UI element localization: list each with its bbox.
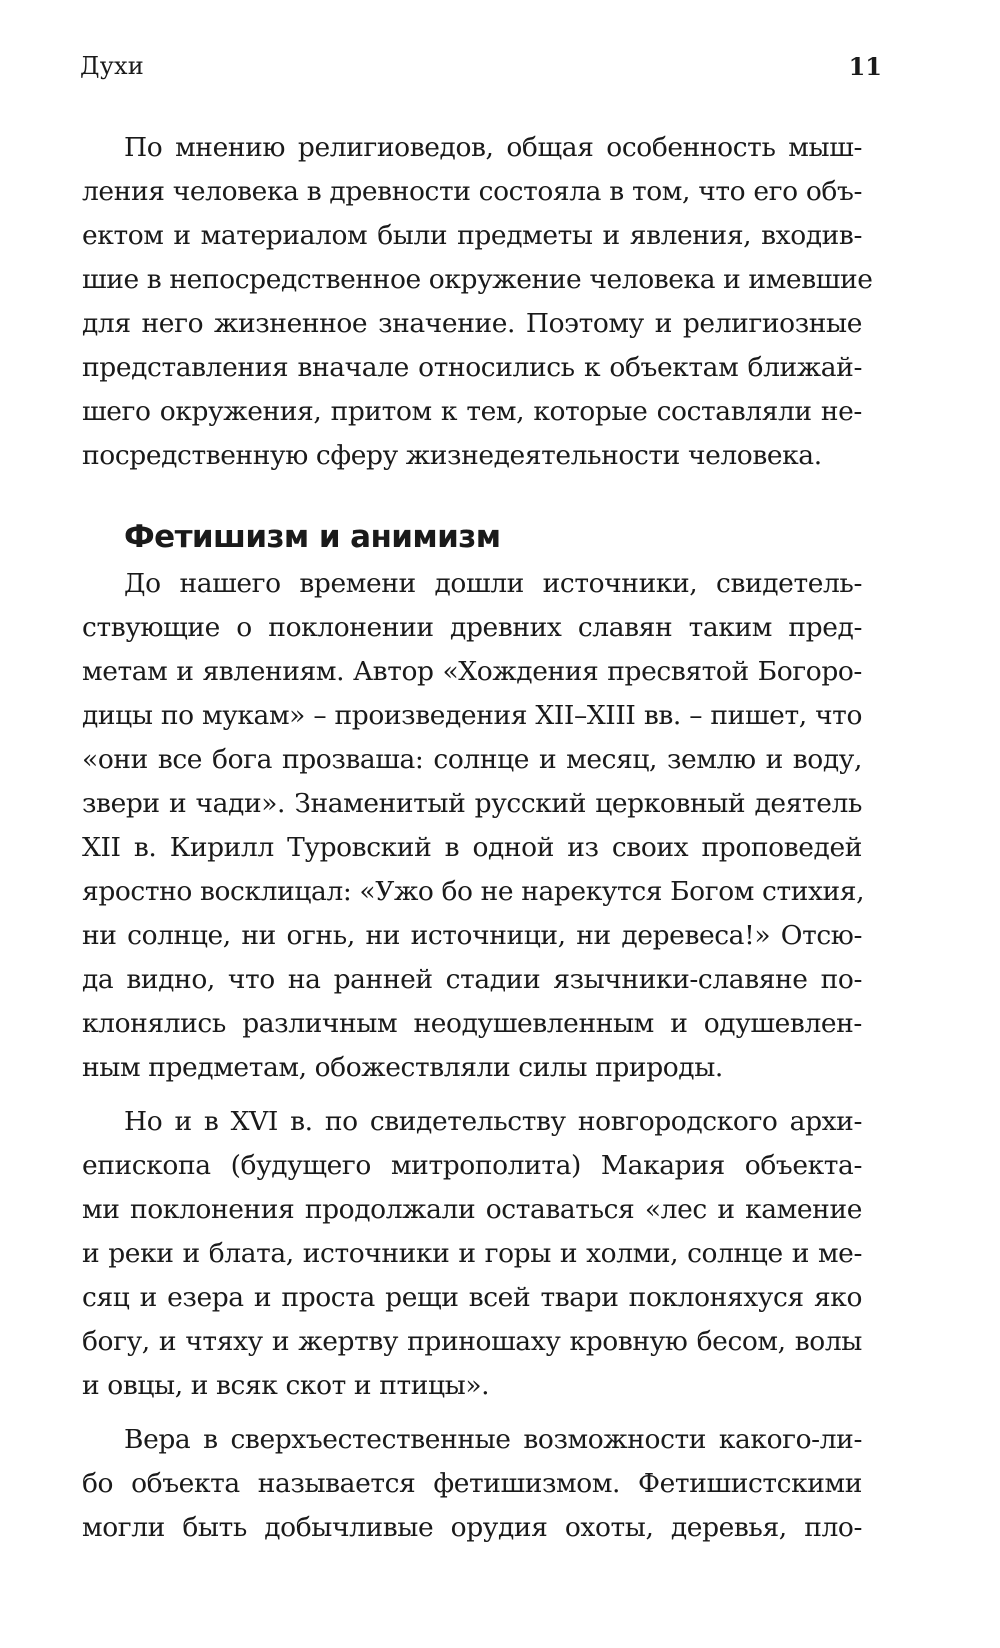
text-line: По мнению религиоведов, общая особенность мыш-	[124, 132, 862, 163]
text-line: клонялись различным неодушевленным и одушевлен-	[82, 1008, 862, 1039]
text-line: бо объекта называется фетишизмом. Фетишистскими	[82, 1468, 862, 1499]
text-line: и реки и блата, источники и горы и холми, солнце и ме-	[82, 1238, 862, 1269]
paragraph-spacer	[82, 1408, 862, 1418]
text-line: звери и чади». Знаменитый русский церковный деятель	[82, 788, 862, 819]
text-line: ектом и материалом были предметы и явления, входив-	[82, 220, 862, 251]
paragraph-spacer	[82, 1090, 862, 1100]
text-line: До нашего времени дошли источники, свидетель-	[124, 568, 862, 599]
text-line: ления человека в древности состояла в том, что его объ-	[82, 176, 862, 207]
text-line: сяц и езера и проста рещи всей твари поклоняхуся яко	[82, 1282, 862, 1313]
section-paragraph-2	[82, 1100, 862, 1408]
text-line: «они все бога прозваша: солнце и месяц, землю и воду,	[82, 744, 862, 775]
text-line: шего окружения, притом к тем, которые составляли не-	[82, 396, 862, 427]
text-line: представления вначале относились к объектам ближай-	[82, 352, 862, 383]
text-line: ствующие о поклонении древних славян таким пред-	[82, 612, 862, 643]
text-line: XII в. Кирилл Туровский в одной из своих проповедей	[82, 832, 862, 863]
section-paragraph-3	[82, 1418, 862, 1550]
page-number: 11	[848, 52, 882, 81]
intro-paragraph	[82, 126, 873, 478]
section-paragraph-1	[82, 562, 865, 1090]
text-line: посредственную сферу жизнедеятельности человека.	[82, 440, 822, 471]
text-line: ни солнце, ни огнь, ни источници, ни деревеса!» Отсю-	[82, 920, 862, 951]
text-line: ным предметам, обожествляли силы природы.	[82, 1052, 723, 1083]
text-line: богу, и чтяху и жертву приношаху кровную бесом, волы	[82, 1326, 862, 1357]
text-line: и овцы, и всяк скот и птицы».	[82, 1370, 490, 1401]
section-heading: Фетишизм и анимизм	[124, 519, 501, 555]
text-line: шие в непосредственное окружение человека и имевшие	[82, 264, 873, 295]
text-line: ми поклонения продолжали оставаться «лес и камение	[82, 1194, 862, 1225]
body-text	[82, 126, 873, 1550]
text-line: для него жизненное значение. Поэтому и религиозные	[82, 308, 862, 339]
text-line: яростно восклицал: «Ужо бо не нарекутся Богом стихия,	[82, 876, 865, 907]
text-line: да видно, что на ранней стадии язычники-славяне по-	[82, 964, 862, 995]
text-line: епископа (будущего митрополита) Макария объекта-	[82, 1150, 862, 1181]
text-line: метам и явлениям. Автор «Хождения пресвятой Богоро-	[82, 656, 862, 687]
text-line: Вера в сверхъестественные возможности какого-ли-	[124, 1424, 862, 1455]
text-line: Но и в XVI в. по свидетельству новгородского архи-	[124, 1106, 862, 1137]
text-line: могли быть добычливые орудия охоты, деревья, пло-	[82, 1512, 862, 1543]
running-head: Духи	[80, 52, 144, 80]
text-line: дицы по мукам» – произведения XII–XIII вв. – пишет, что	[82, 700, 862, 731]
